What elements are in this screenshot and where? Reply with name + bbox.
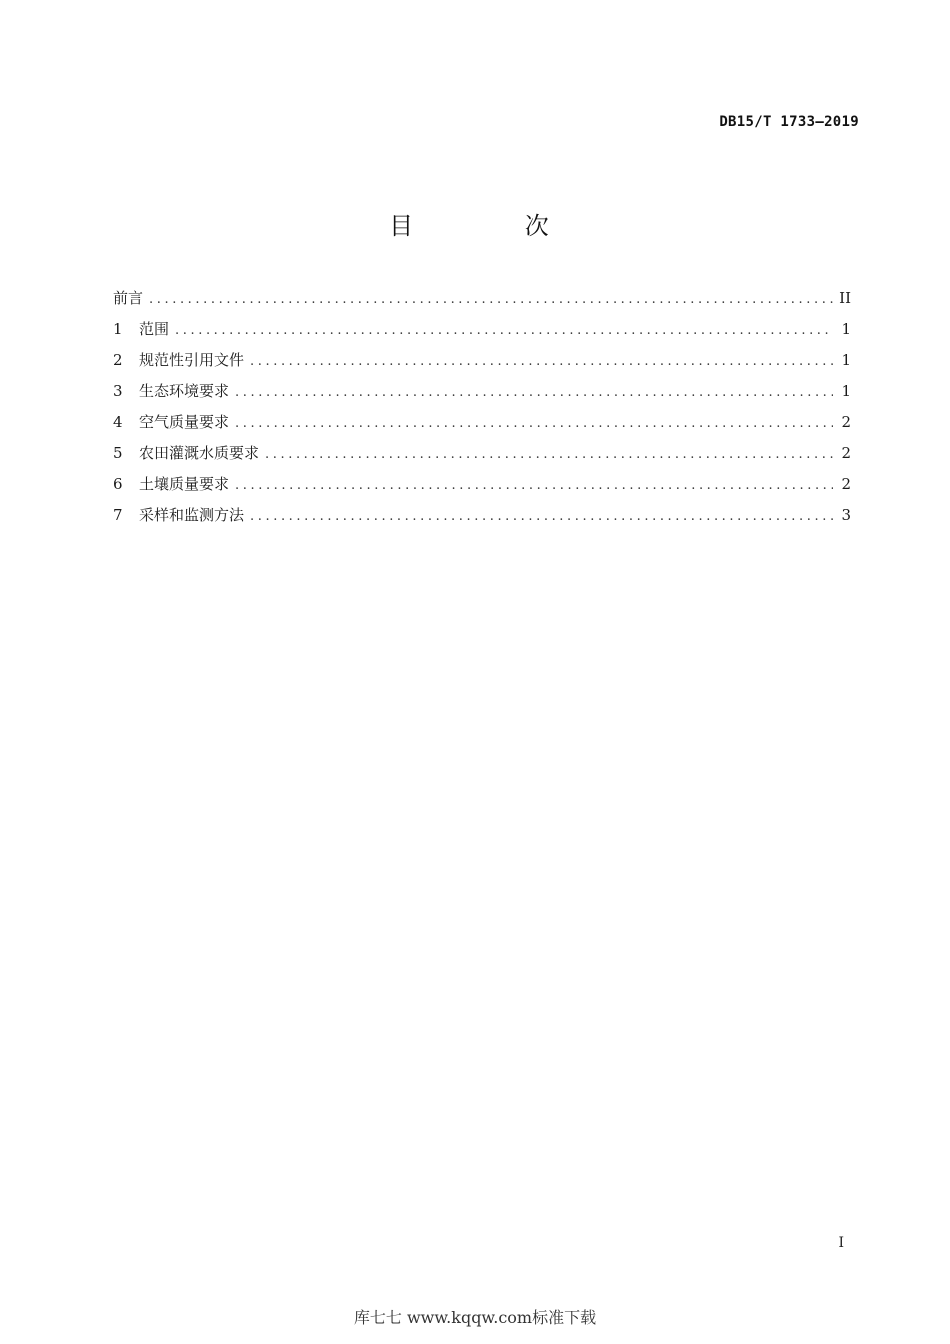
toc-leader-dots bbox=[235, 474, 833, 498]
toc-leader-dots bbox=[235, 412, 833, 436]
page-number: I bbox=[838, 1235, 844, 1251]
toc-entry-number: 1 bbox=[113, 320, 123, 338]
toc-entry-page: 1 bbox=[841, 320, 851, 338]
toc-entry-number: 4 bbox=[113, 413, 123, 431]
page-title: 目 次 bbox=[389, 212, 601, 240]
toc-entry-number: 6 bbox=[113, 475, 123, 493]
watermark-text: 库七七 www.kqqw.com标准下载 bbox=[353, 1308, 597, 1327]
toc-entry-1[interactable] bbox=[113, 317, 851, 348]
document-code: DB15/T 1733—2019 bbox=[719, 114, 859, 130]
toc-entry-page: II bbox=[839, 289, 851, 307]
toc-entry-page: 2 bbox=[841, 475, 851, 493]
table-of-contents bbox=[113, 286, 851, 534]
toc-entry-5[interactable] bbox=[113, 441, 851, 472]
toc-entry-number: 2 bbox=[113, 351, 123, 369]
toc-entry-label: 规范性引用文件 bbox=[139, 351, 245, 369]
toc-entry-2[interactable] bbox=[113, 348, 851, 379]
toc-entry-label: 生态环境要求 bbox=[139, 382, 230, 400]
toc-entry-label: 农田灌溉水质要求 bbox=[139, 444, 260, 462]
toc-entry-3[interactable] bbox=[113, 379, 851, 410]
toc-entry-number: 7 bbox=[113, 506, 123, 524]
toc-leader-dots bbox=[175, 319, 833, 343]
toc-entry-page: 3 bbox=[841, 506, 851, 524]
toc-leader-dots bbox=[250, 505, 833, 529]
toc-entry-label: 采样和监测方法 bbox=[139, 506, 245, 524]
toc-leader-dots bbox=[235, 381, 833, 405]
toc-entry-6[interactable] bbox=[113, 472, 851, 503]
toc-entry-4[interactable] bbox=[113, 410, 851, 441]
toc-entry-page: 1 bbox=[841, 351, 851, 369]
toc-leader-dots bbox=[250, 350, 833, 374]
toc-entry-label: 土壤质量要求 bbox=[139, 475, 230, 493]
toc-entry-page: 2 bbox=[841, 413, 851, 431]
toc-entry-7[interactable] bbox=[113, 503, 851, 534]
toc-entry-number: 5 bbox=[113, 444, 123, 462]
toc-leader-dots bbox=[149, 288, 833, 312]
toc-entry-page: 1 bbox=[841, 382, 851, 400]
toc-entry-label: 范围 bbox=[139, 320, 170, 338]
toc-entry-label: 前言 bbox=[113, 289, 144, 307]
toc-entry-number: 3 bbox=[113, 382, 123, 400]
toc-entry-page: 2 bbox=[841, 444, 851, 462]
toc-entry-label: 空气质量要求 bbox=[139, 413, 230, 431]
toc-entry-foreword[interactable] bbox=[113, 286, 851, 317]
toc-leader-dots bbox=[265, 443, 833, 467]
